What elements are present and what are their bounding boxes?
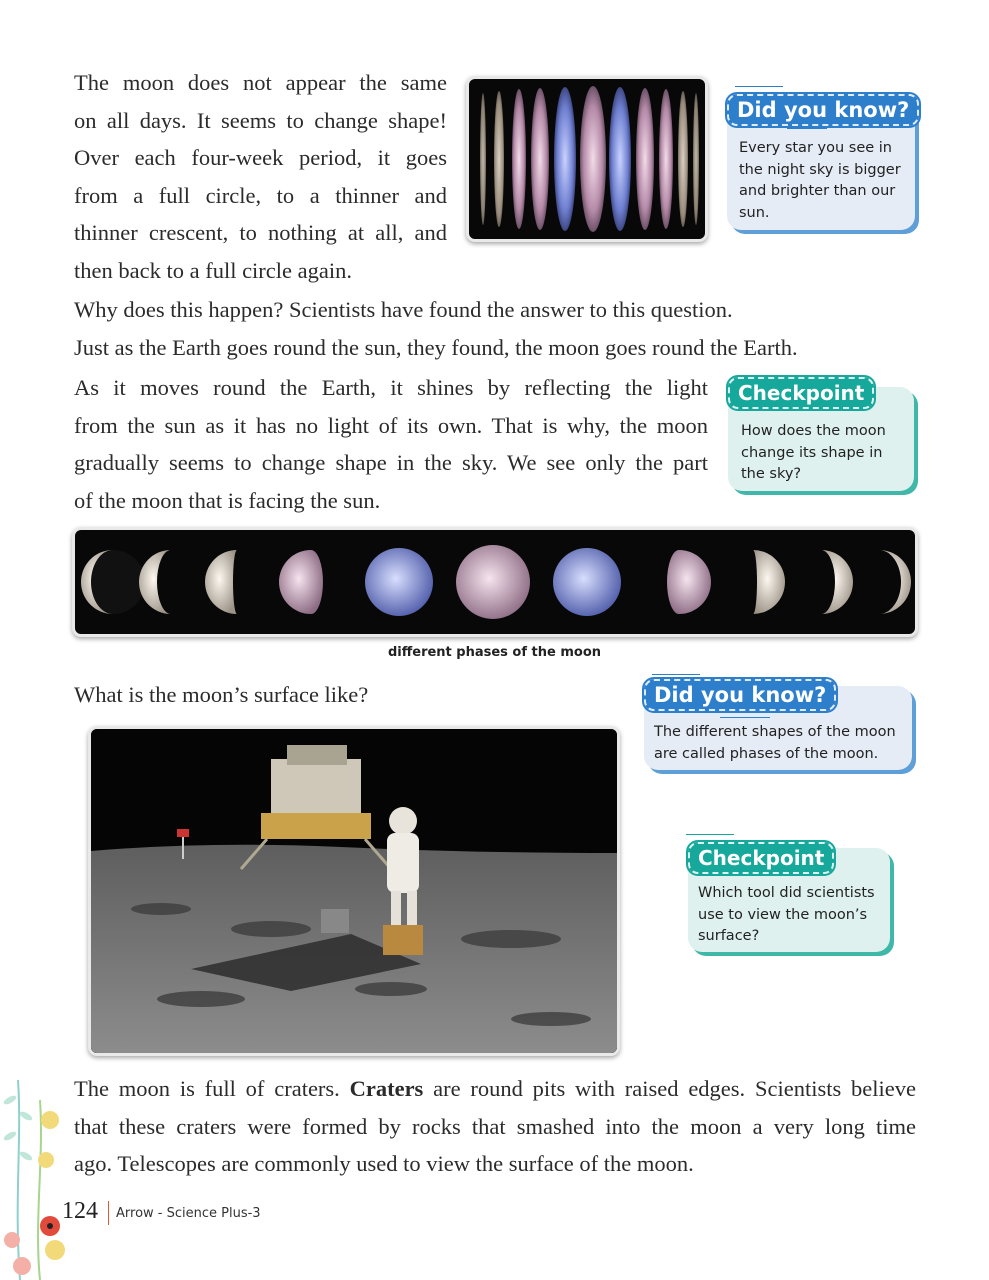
- checkpoint-title: Checkpoint: [688, 842, 834, 874]
- floral-decoration: [0, 1080, 70, 1280]
- why-line: Just as the Earth goes round the sun, they found, the moon goes round the Earth.: [74, 334, 798, 360]
- craters-line-start: The moon is full of craters.: [74, 1076, 350, 1101]
- decorative-line: [720, 717, 770, 718]
- craters-line: that these craters were formed by rocks that smashed into the moon a very long time: [74, 1113, 916, 1139]
- checkpoint-box: [724, 375, 919, 497]
- reflection-line: gradually seems to change shape in the sky. We see only the part: [74, 450, 708, 475]
- intro-line: The moon does not appear the same: [74, 70, 447, 95]
- intro-paragraph: [74, 64, 447, 289]
- lunar-surface-graphic: [91, 729, 617, 1053]
- craters-term: Craters: [349, 1076, 424, 1101]
- decorative-line: [735, 86, 783, 87]
- did-you-know-title: Did you know?: [727, 94, 919, 126]
- intro-line: then back to a full circle again.: [74, 257, 352, 283]
- decorative-line: [686, 834, 734, 835]
- reflection-line: of the moon that is facing the sun.: [74, 487, 381, 513]
- intro-line: Over each four-week period, it goes: [74, 145, 447, 170]
- did-you-know-box: [642, 674, 918, 778]
- moon-phases-streak-image: [466, 76, 708, 242]
- reflection-line: from the sun as it has no light of its own. That is why, the moon: [74, 412, 708, 438]
- moon-streak-graphic: [469, 79, 705, 239]
- book-title: Arrow - Science Plus-3: [116, 1206, 261, 1221]
- craters-line-end: are round pits with raised edges. Scientists believe: [423, 1076, 916, 1101]
- footer-divider: [108, 1201, 109, 1225]
- surface-question: What is the moon’s surface like?: [74, 682, 369, 707]
- reflection-paragraph: [74, 369, 708, 519]
- why-paragraph: [74, 291, 914, 366]
- did-you-know-text: The different shapes of the moon are called phases of the moon.: [654, 724, 896, 762]
- decorative-line: [652, 674, 700, 675]
- astronaut-on-moon-image: [88, 726, 620, 1056]
- checkpoint-text: Which tool did scientists use to view the moon’s surface?: [698, 885, 875, 944]
- reflection-line: As it moves round the Earth, it shines by reflecting the light: [74, 375, 708, 400]
- checkpoint-text: How does the moon change its shape in the sky?: [741, 423, 886, 482]
- phases-caption: different phases of the moon: [387, 645, 602, 660]
- craters-paragraph: [74, 1070, 916, 1183]
- moon-phases-graphic: [75, 530, 915, 634]
- checkpoint-title: Checkpoint: [728, 377, 874, 409]
- intro-line: from a full circle, to a thinner and: [74, 182, 447, 208]
- craters-line: [74, 1070, 916, 1108]
- decorative-line: [787, 128, 827, 129]
- did-you-know-title: Did you know?: [644, 679, 836, 711]
- page-number: 124: [62, 1198, 98, 1224]
- did-you-know-box: [725, 86, 920, 236]
- intro-line: thinner crescent, to nothing at all, and: [74, 220, 447, 245]
- why-line: Why does this happen? Scientists have found the answer to this question.: [74, 297, 733, 322]
- craters-line: ago. Telescopes are commonly used to view the surface of the moon.: [74, 1151, 694, 1176]
- moon-phases-strip-image: [72, 527, 918, 637]
- intro-line: on all days. It seems to change shape!: [74, 107, 447, 133]
- did-you-know-text: Every star you see in the night sky is bigger and brighter than our sun.: [739, 140, 901, 221]
- checkpoint-box: [684, 834, 896, 958]
